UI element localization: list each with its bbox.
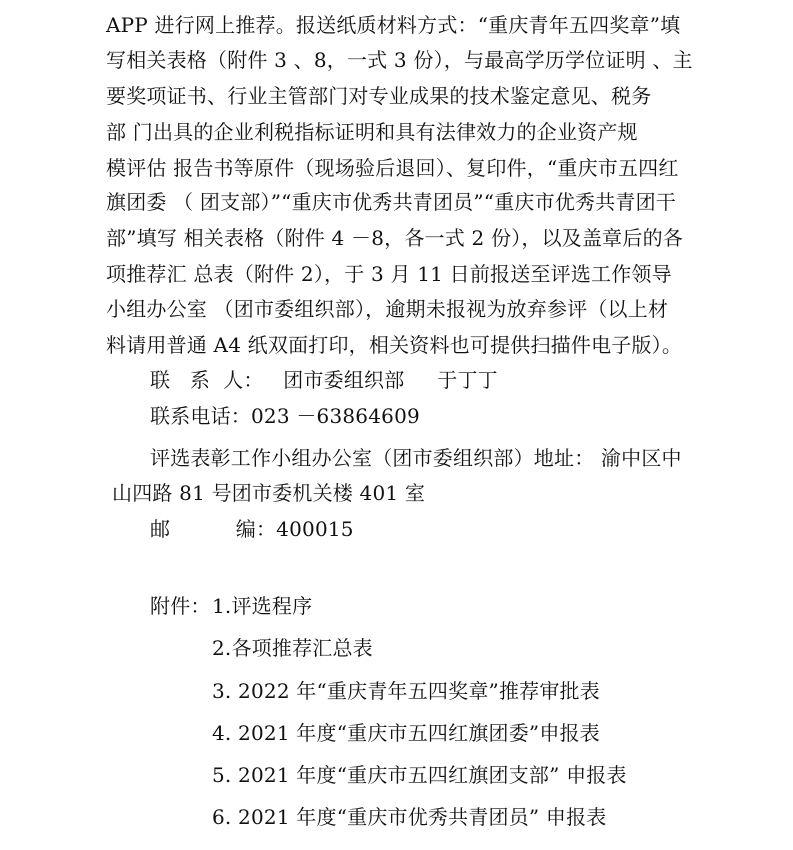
- body-paragraph-line: 模评估 报告书等原件（现场验后退回）、复印件，“重庆市五四红: [106, 156, 679, 180]
- contact-phone: 联系电话：023 －63864609: [150, 404, 420, 428]
- body-paragraph-line: 项推荐汇 总表（附件 2），于 3 月 11 日前报送至评选工作领导: [106, 262, 672, 286]
- body-paragraph-line: 写相关表格（附件 3 、8，一式 3 份），与最高学历学位证明 、主: [106, 48, 693, 72]
- body-paragraph-line: 部”填写 相关表格（附件 4 －8，各一式 2 份），以及盖章后的各: [106, 226, 683, 250]
- body-paragraph-line: 小组办公室 （团市委组织部），逾期未报视为放弃参评（以上材: [106, 297, 669, 321]
- contact-address-continued: 山四路 81 号团市委机关楼 401 室: [112, 481, 426, 505]
- attachment-item: 4. 2021 年度“重庆市五四红旗团委”申报表: [212, 721, 600, 745]
- body-paragraph-line: 要奖项证书、行业主管部门对专业成果的技术鉴定意见、税务: [106, 84, 652, 108]
- body-paragraph-line: APP 进行网上推荐。报送纸质材料方式：“重庆青年五四奖章”填: [106, 13, 681, 37]
- contact-address: 评选表彰工作小组办公室（团市委组织部）地址： 渝中区中: [150, 446, 682, 470]
- attachments-heading: 附件：: [150, 594, 211, 618]
- body-paragraph-line: 部 门出具的企业利税指标证明和具有法律效力的企业资产规: [106, 120, 638, 144]
- attachment-item: 3. 2022 年“重庆青年五四奖章”推荐审批表: [212, 679, 600, 703]
- attachment-item: 1.评选程序: [212, 594, 313, 618]
- attachment-item: 2.各项推荐汇总表: [212, 636, 373, 660]
- body-paragraph-line: 旗团委 （ 团支部）”“重庆市优秀共青团员”“重庆市优秀共青团干: [106, 190, 677, 214]
- attachment-item: 5. 2021 年度“重庆市五四红旗团支部” 申报表: [212, 763, 627, 787]
- contact-person: 联 系 人： 团市委组织部 于丁丁: [150, 368, 498, 392]
- attachment-item: 6. 2021 年度“重庆市优秀共青团员” 申报表: [212, 805, 607, 829]
- contact-postcode: 邮 编：400015: [150, 517, 354, 541]
- body-paragraph-line: 料请用普通 A4 纸双面打印，相关资料也可提供扫描件电子版）。: [106, 333, 683, 357]
